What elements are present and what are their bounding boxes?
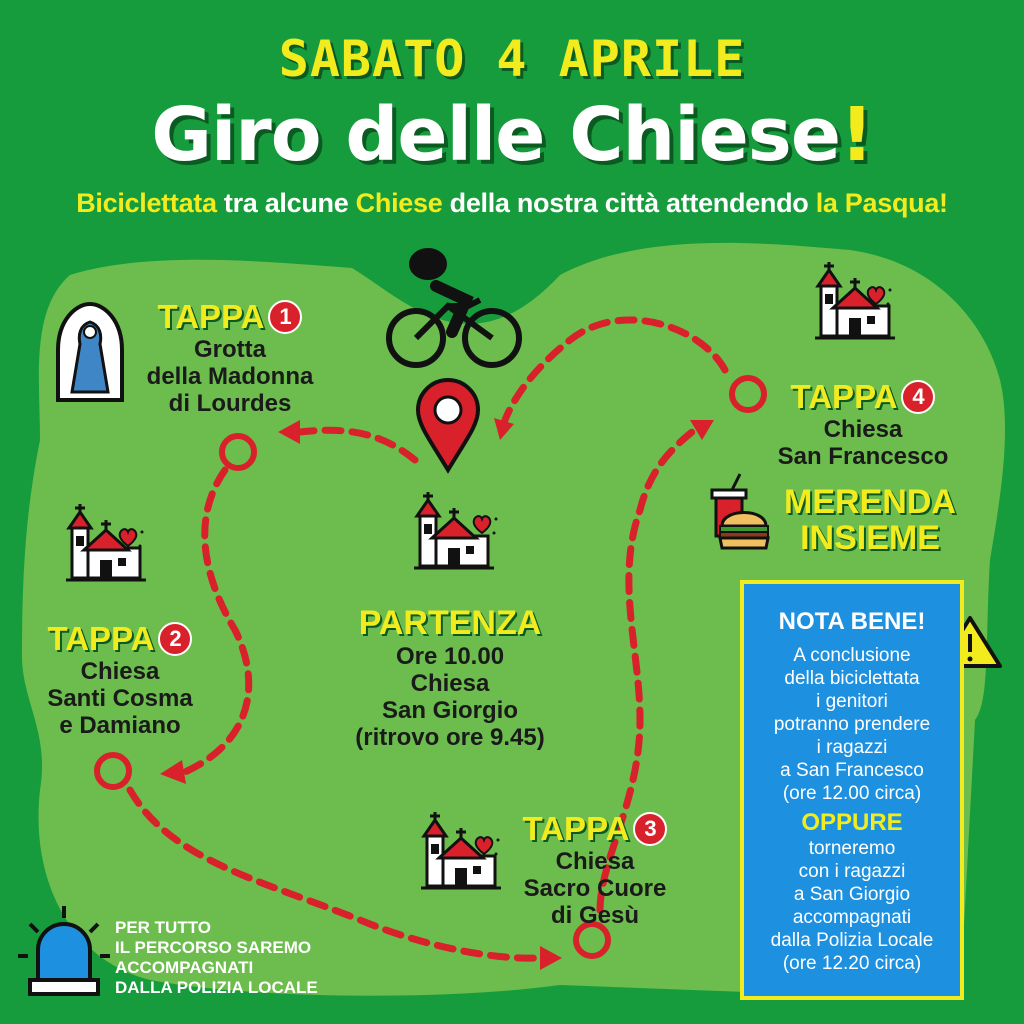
stop-2-name: Chiesa Santi Cosma e Damiano — [47, 658, 193, 739]
stop-3: TAPPA 3 Chiesa Sacro Cuore di Gesù — [500, 810, 690, 929]
main-title: Giro delle Chiese! — [151, 92, 873, 178]
stop-4: TAPPA 4 Chiesa San Francesco — [758, 378, 968, 470]
stop-2: TAPPA 2 Chiesa Santi Cosma e Damiano — [20, 620, 220, 739]
note-or: OPPURE — [801, 809, 903, 836]
note-text-2: torneremo con i ragazzi a San Giorgio accompagnati dalla Polizia Locale (ore 12.20 circa) — [770, 838, 934, 974]
madonna-grotto-icon — [58, 304, 122, 400]
note-text-1: A conclusione della biciclettata i genitori potranno prendere i ragazzi a San Francesco (ore 12.00 circa) — [773, 645, 931, 804]
note-title: NOTA BENE! — [778, 608, 926, 635]
snack-label: MERENDA INSIEME — [784, 483, 956, 557]
note-box — [740, 580, 964, 1000]
stop-1-name: Grotta della Madonna di Lourdes — [146, 336, 314, 417]
subtitle: Biciclettata tra alcune Chiese della nostra città attendendo la Pasqua! — [76, 188, 948, 218]
stop-1: TAPPA 1 Grotta della Madonna di Lourdes — [120, 298, 340, 417]
stop-4-name: Chiesa San Francesco — [777, 416, 949, 470]
event-date: SABATO 4 APRILE — [278, 30, 746, 88]
police-note: PER TUTTO IL PERCORSO SAREMO ACCOMPAGNATI DALLA POLIZIA LOCALE — [115, 918, 318, 997]
start-point: PARTENZA Ore 10.00 Chiesa San Giorgio (ritrovo ore 9.45) — [330, 604, 570, 751]
start-details: Ore 10.00 Chiesa San Giorgio (ritrovo ore 9.45) — [355, 643, 545, 751]
stop-3-name: Chiesa Sacro Cuore di Gesù — [523, 848, 667, 929]
